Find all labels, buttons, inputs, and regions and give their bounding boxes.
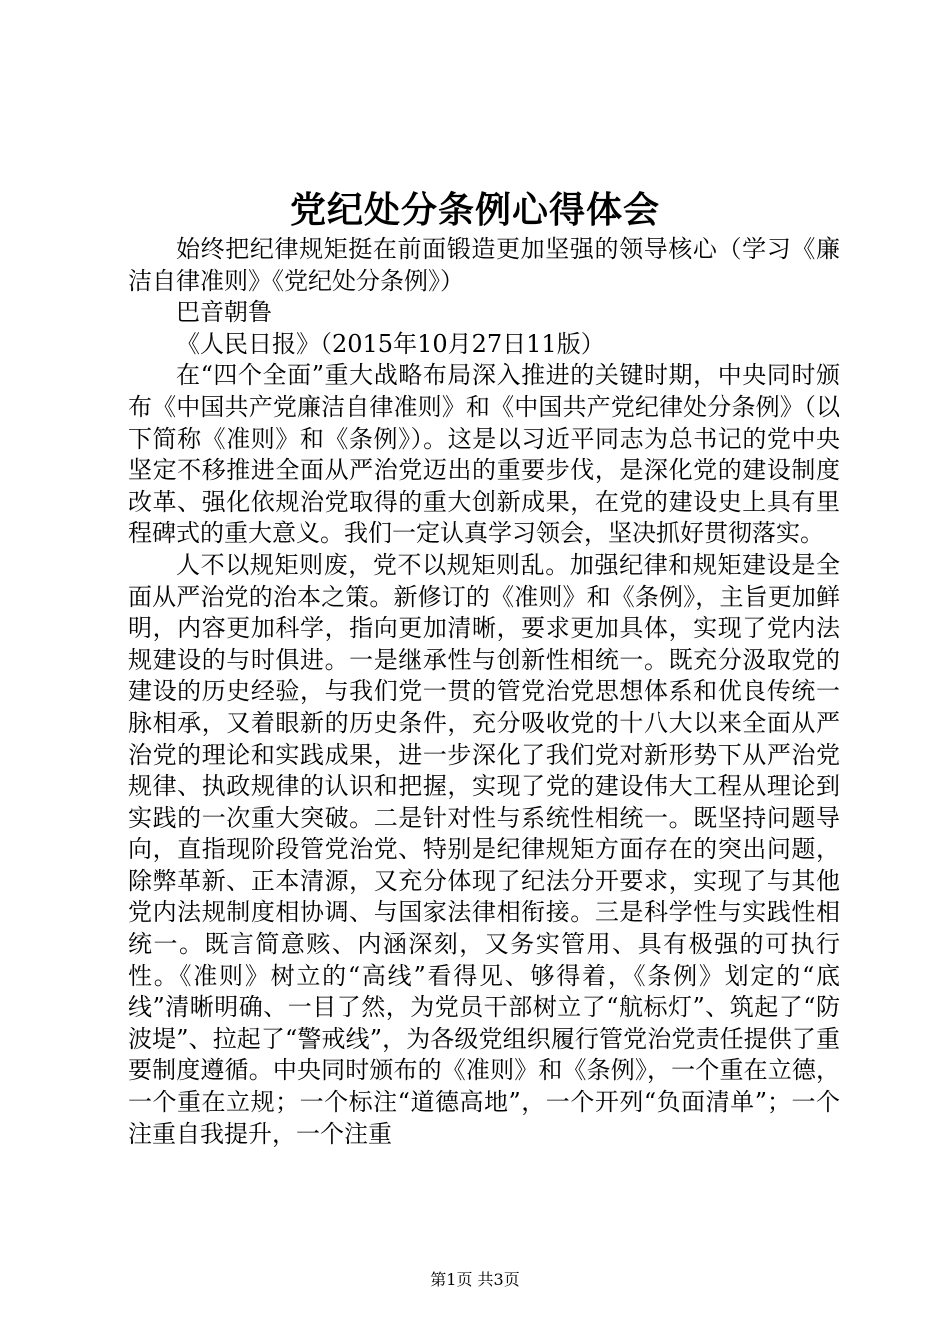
paragraph-main: 人不以规矩则废，党不以规矩则乱。加强纪律和规矩建设是全面从严治党的治本之策。新修订的《准则》和《条例》，主旨更加鲜明，内容更加科学，指向更加清晰，要求更加具体，实现了党内法规建设的与时俱进。一是继承性与创新性相统一。既充分汲取党的建设的历史经验，与我们党一贯的管党治党思想体系和优良传统一脉相承，又着眼新的历史条件，充分吸收党的十八大以来全面从严治党的理论和实践成果，进一步深化了我们党对新形势下从严治党规律、执政规律的认识和把握，实现了党的建设伟大工程从理论到实践的一次重大突破。二是针对性与系统性相统一。既坚持问题导向，直指现阶段管党治党、特别是纪律规矩方面存在的突出问题，除弊革新、正本清源，又充分体现了纪法分开要求，实现了与其他党内法规制度相协调、与国家法律相衔接。三是科学性与实践性相统一。既言简意赅、内涵深刻，又务实管用、具有极强的可执行性。《准则》树立的“高线”看得见、够得着，《条例》划定的“底线”清晰明确、一目了然，为党员干部树立了“航标灯”、筑起了“防波堤”、拉起了“警戒线”，为各级党组织履行管党治党责任提供了重要制度遵循。中央同时颁布的《准则》和《条例》，一个重在立德，一个重在立规；一个标注“道德高地”，一个开列“负面清单”；一个注重自我提升，一个注重 [128, 550, 840, 1148]
page-footer: 第1页 共3页 [430, 1270, 520, 1289]
paragraph-author: 巴音朝鲁 [176, 298, 272, 327]
document-body [128, 234, 840, 1150]
paragraph-subtitle: 始终把纪律规矩挺在前面锻造更加坚强的领导核心（学习《廉洁自律准则》《党纪处分条例》） [128, 235, 840, 295]
paragraph-source: 《人民日报》（2015年10月27日11版） [176, 329, 605, 358]
paragraph-intro: 在“四个全面”重大战略布局深入推进的关键时期，中央同时颁布《中国共产党廉洁自律准则》和《中国共产党纪律处分条例》（以下简称《准则》和《条例》）。这是以习近平同志为总书记的党中央坚定不移推进全面从严治党迈出的重要步伐，是深化党的建设制度改革、强化依规治党取得的重大创新成果，在党的建设史上具有里程碑式的重大意义。我们一定认真学习领会，坚决抓好贯彻落实。 [128, 361, 840, 548]
page-title: 党纪处分条例心得体会 [289, 189, 660, 231]
